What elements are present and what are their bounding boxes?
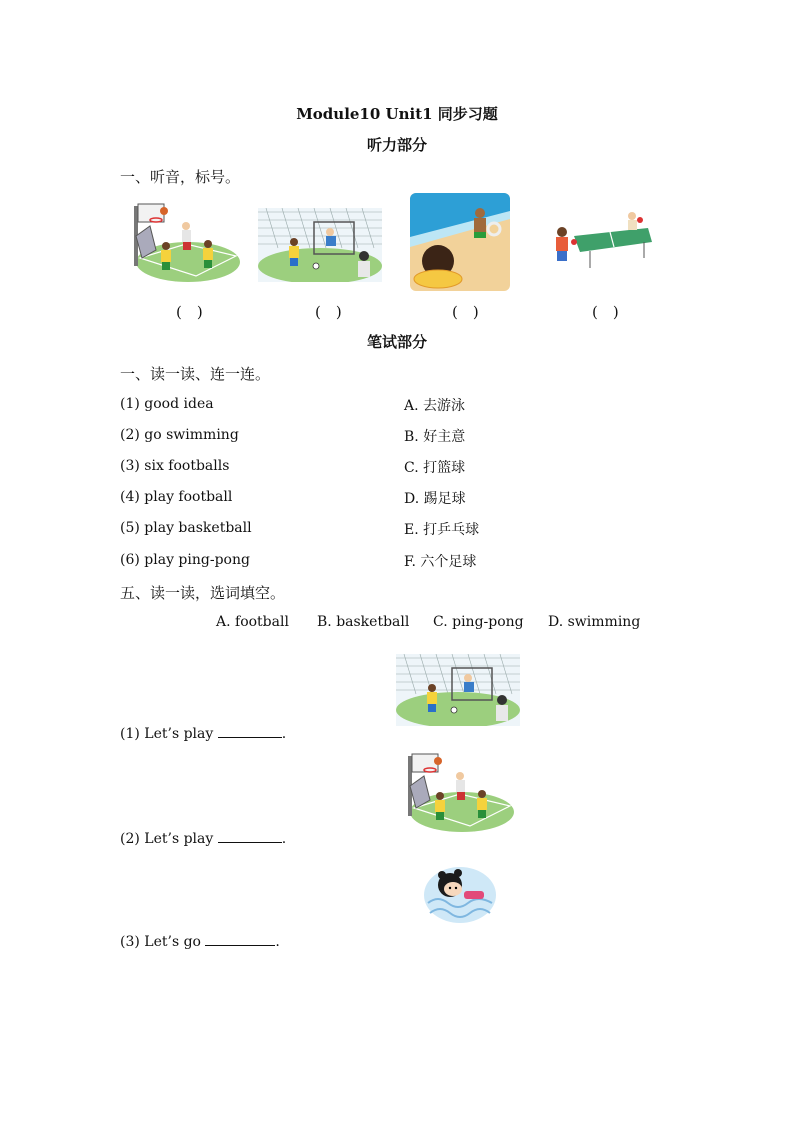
matching-right-item: D. 踢足球 xyxy=(404,491,466,507)
answer-paren: ( ) xyxy=(176,303,203,321)
fill-sentence-prefix: (1) Let’s play xyxy=(120,726,214,742)
matching-left-item: (1) good idea xyxy=(120,396,214,412)
listening-instruction: 一、听音，标号。 xyxy=(120,168,241,186)
answer-blank[interactable] xyxy=(205,931,275,946)
matching-left-item: (2) go swimming xyxy=(120,427,239,443)
matching-instruction: 一、读一读、连一连。 xyxy=(120,365,271,383)
fill-sentence xyxy=(120,723,286,742)
word-option: D. swimming xyxy=(548,614,641,630)
word-option: B. basketball xyxy=(317,614,410,630)
word-option: C. ping-pong xyxy=(433,614,524,630)
fill-sentence-suffix: . xyxy=(275,934,280,950)
fill-sentence-suffix: . xyxy=(281,831,287,847)
word-option: A. football xyxy=(216,614,289,630)
page-title: Module10 Unit1 同步习题 xyxy=(296,105,498,123)
fill-instruction: 五、读一读，选词填空。 xyxy=(120,584,286,602)
matching-right-item: E. 打乒乓球 xyxy=(404,522,480,538)
fill-sentence xyxy=(120,828,286,847)
matching-left-item: (4) play football xyxy=(120,489,233,505)
basketball-scene-picture xyxy=(126,196,240,284)
football-scene-picture xyxy=(258,208,382,282)
matching-right-item: A. 去游泳 xyxy=(404,398,466,414)
listening-heading: 听力部分 xyxy=(366,136,427,154)
football-scene-picture xyxy=(396,654,520,726)
matching-right-item: B. 好主意 xyxy=(404,429,466,445)
matching-right-item: F. 六个足球 xyxy=(404,554,477,570)
fill-sentence xyxy=(120,931,280,950)
answer-paren: ( ) xyxy=(315,303,342,321)
matching-left-item: (5) play basketball xyxy=(120,520,252,536)
answer-paren: ( ) xyxy=(592,303,619,321)
matching-left-item: (3) six footballs xyxy=(120,458,230,474)
basketball-scene-picture xyxy=(400,748,514,834)
writing-heading: 笔试部分 xyxy=(366,333,427,351)
matching-left-item: (6) play ping-pong xyxy=(120,552,250,568)
ping-pong-scene-picture xyxy=(544,206,656,274)
answer-paren: ( ) xyxy=(452,303,479,321)
fill-sentence-suffix: . xyxy=(281,726,287,742)
fill-sentence-prefix: (2) Let’s play xyxy=(120,831,214,847)
fill-sentence-prefix: (3) Let’s go xyxy=(120,934,201,950)
swimming-girl-picture xyxy=(420,855,500,927)
matching-right-item: C. 打篮球 xyxy=(404,460,466,476)
answer-blank[interactable] xyxy=(218,723,282,738)
beach-swimming-picture xyxy=(410,193,510,291)
answer-blank[interactable] xyxy=(218,828,282,843)
